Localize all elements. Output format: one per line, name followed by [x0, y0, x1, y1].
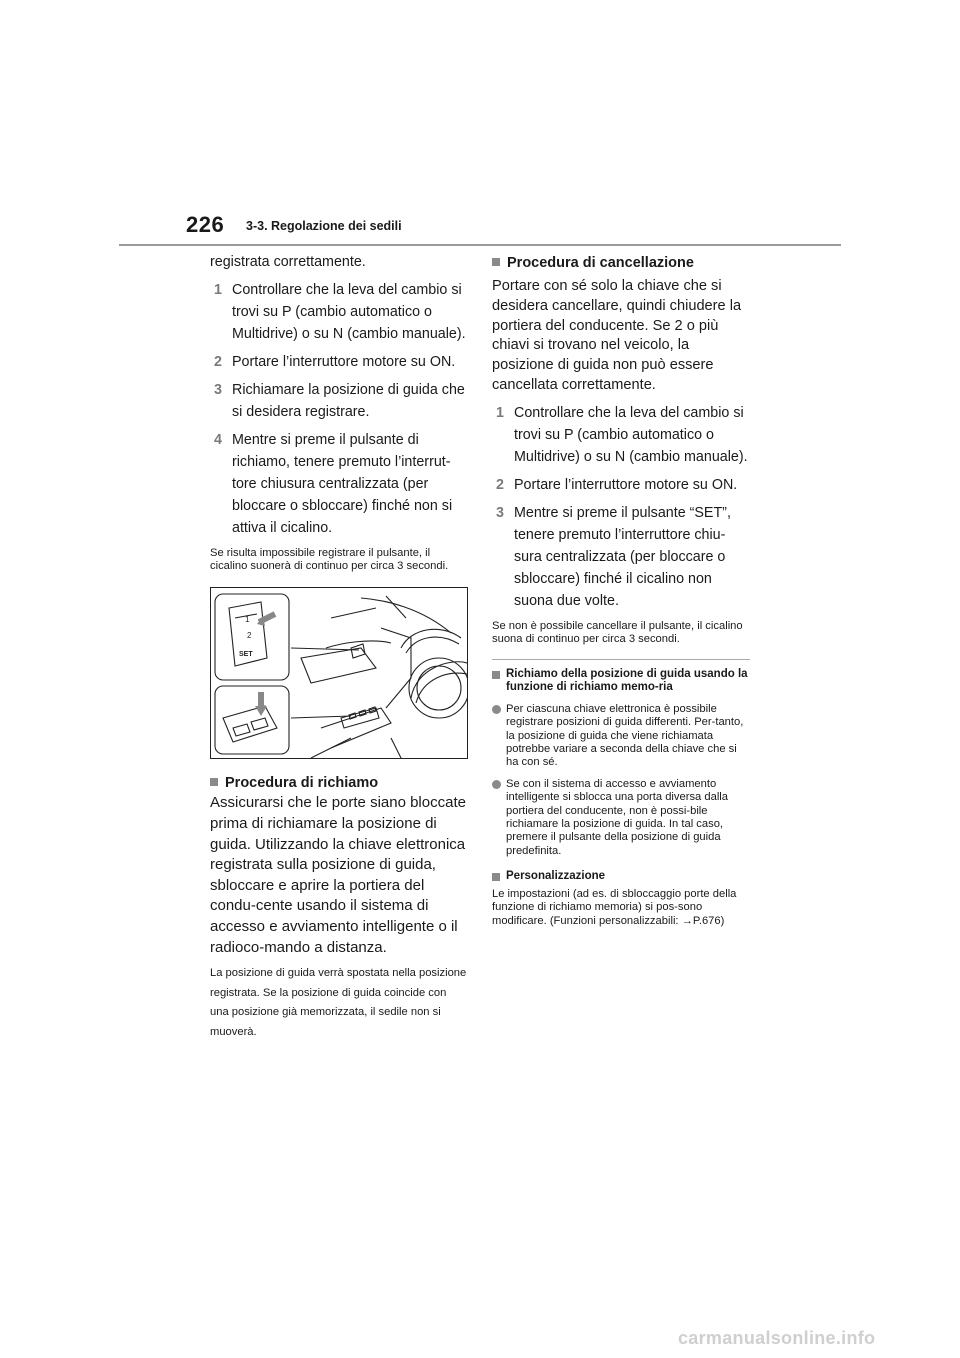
- memory-heading: Richiamo della posizione di guida usando la funzione di richiamo memo-ria: [492, 668, 750, 695]
- heading-square-icon: [492, 873, 500, 881]
- page-number: 226: [186, 212, 225, 237]
- custom-text: Le impostazioni (ad es. di sbloccaggio porte della funzione di richiamo memoria) si pos-sono modificare. (Funzioni personalizzabili: →P.676): [492, 887, 737, 927]
- intro-text: registrata correttamente.: [210, 254, 366, 270]
- step-text: Portare l’interruttore motore su ON.: [232, 353, 456, 370]
- step-number: 2: [214, 353, 222, 370]
- recall-note: La posizione di guida verrà spostata nella posizione registrata. Se la posizione di guida coincide con una posizione già memorizzata, il sedile non si muoverà.: [210, 967, 467, 1038]
- step-number: 1: [496, 404, 504, 421]
- step-number: 3: [214, 381, 222, 398]
- bullet-dot-icon: [492, 780, 501, 789]
- left-column: [210, 253, 468, 1042]
- step-text: Mentre si preme il pulsante “SET”, tenere premuto l’interruttore chiu-sura centralizzata (per bloccare o sbloccare) finché il cicalino non suona due volte.: [514, 504, 731, 609]
- memory-bullet-2: Se con il sistema di accesso e avviamento intelligente si sblocca una porta diversa dalla portiera del conducente, non è possi-bile richiamare la posizione di guida. In tal caso, premere il pulsante della posizione di guida predefinita.: [492, 778, 750, 858]
- heading-square-icon: [492, 258, 500, 266]
- register-step-4: [210, 429, 468, 539]
- step-text: Controllare che la leva del cambio si trovi su P (cambio automatico o Multidrive) o su N (cambio manuale).: [514, 404, 748, 465]
- register-step-2: [210, 351, 468, 373]
- divider: [492, 659, 750, 660]
- set-label: SET: [239, 651, 253, 659]
- btn2-label: 2: [247, 631, 252, 641]
- cancel-step-1: [492, 402, 750, 468]
- step-number: 3: [496, 504, 504, 521]
- register-step-3: [210, 379, 468, 423]
- cancel-step-2: [492, 474, 750, 496]
- bullet-dot-icon: [492, 705, 501, 714]
- step-number: 1: [214, 281, 222, 298]
- step-number: 2: [496, 476, 504, 493]
- step-text: Richiamare la posizione di guida che si desidera registrare.: [232, 381, 465, 420]
- recall-heading: Procedura di richiamo: [210, 773, 468, 793]
- heading-square-icon: [492, 671, 500, 679]
- cancel-note: Se non è possibile cancellare il pulsante, il cicalino suona di continuo per circa 3 secondi.: [492, 619, 743, 646]
- step-number: 4: [214, 431, 222, 448]
- door-switch-illustration: [210, 587, 468, 759]
- btn1-label: 1: [245, 615, 250, 625]
- register-step-1: [210, 279, 468, 345]
- step-text: Mentre si preme il pulsante di richiamo, tenere premuto l’interrut-tore chiusura centralizzata (per bloccare o sbloccare) finché non si attiva il cicalino.: [232, 431, 453, 536]
- header-rule: [119, 244, 841, 246]
- cancel-heading: Procedura di cancellazione: [492, 253, 750, 273]
- custom-heading: Personalizzazione: [492, 870, 750, 884]
- register-note: Se risulta impossibile registrare il pulsante, il cicalino suonerà di continuo per circa 3 secondi.: [210, 546, 449, 572]
- step-text: Controllare che la leva del cambio si trovi su P (cambio automatico o Multidrive) o su N (cambio manuale).: [232, 281, 466, 342]
- heading-square-icon: [210, 778, 218, 786]
- memory-bullet-1: Per ciascuna chiave elettronica è possibile registrare posizioni di guida differenti. Per-tanto, la posizione di guida che viene richiamata potrebbe variare a seconda della chiave che si ha con sé.: [492, 703, 750, 770]
- cancel-step-3: [492, 502, 750, 612]
- recall-text: Assicurarsi che le porte siano bloccate prima di richiamare la posizione di guida. Utilizzando la chiave elettronica registrata sulla posizione di guida, sbloccare e aprire la portiera del condu-cente usando il sistema di accesso e avviamento intelligente o il radioco-mando a distanza.: [210, 794, 466, 956]
- step-text: Portare l’interruttore motore su ON.: [514, 476, 738, 493]
- watermark: carmanualsonline.info: [678, 1328, 876, 1348]
- right-column: [492, 253, 750, 928]
- section-title: 3-3. Regolazione dei sedili: [246, 219, 402, 233]
- cancel-text: Portare con sé solo la chiave che si desidera cancellare, quindi chiudere la portiera del conducente. Se 2 o più chiavi si trovano nel veicolo, la posizione di guida non può essere cancellata correttamente.: [492, 278, 742, 393]
